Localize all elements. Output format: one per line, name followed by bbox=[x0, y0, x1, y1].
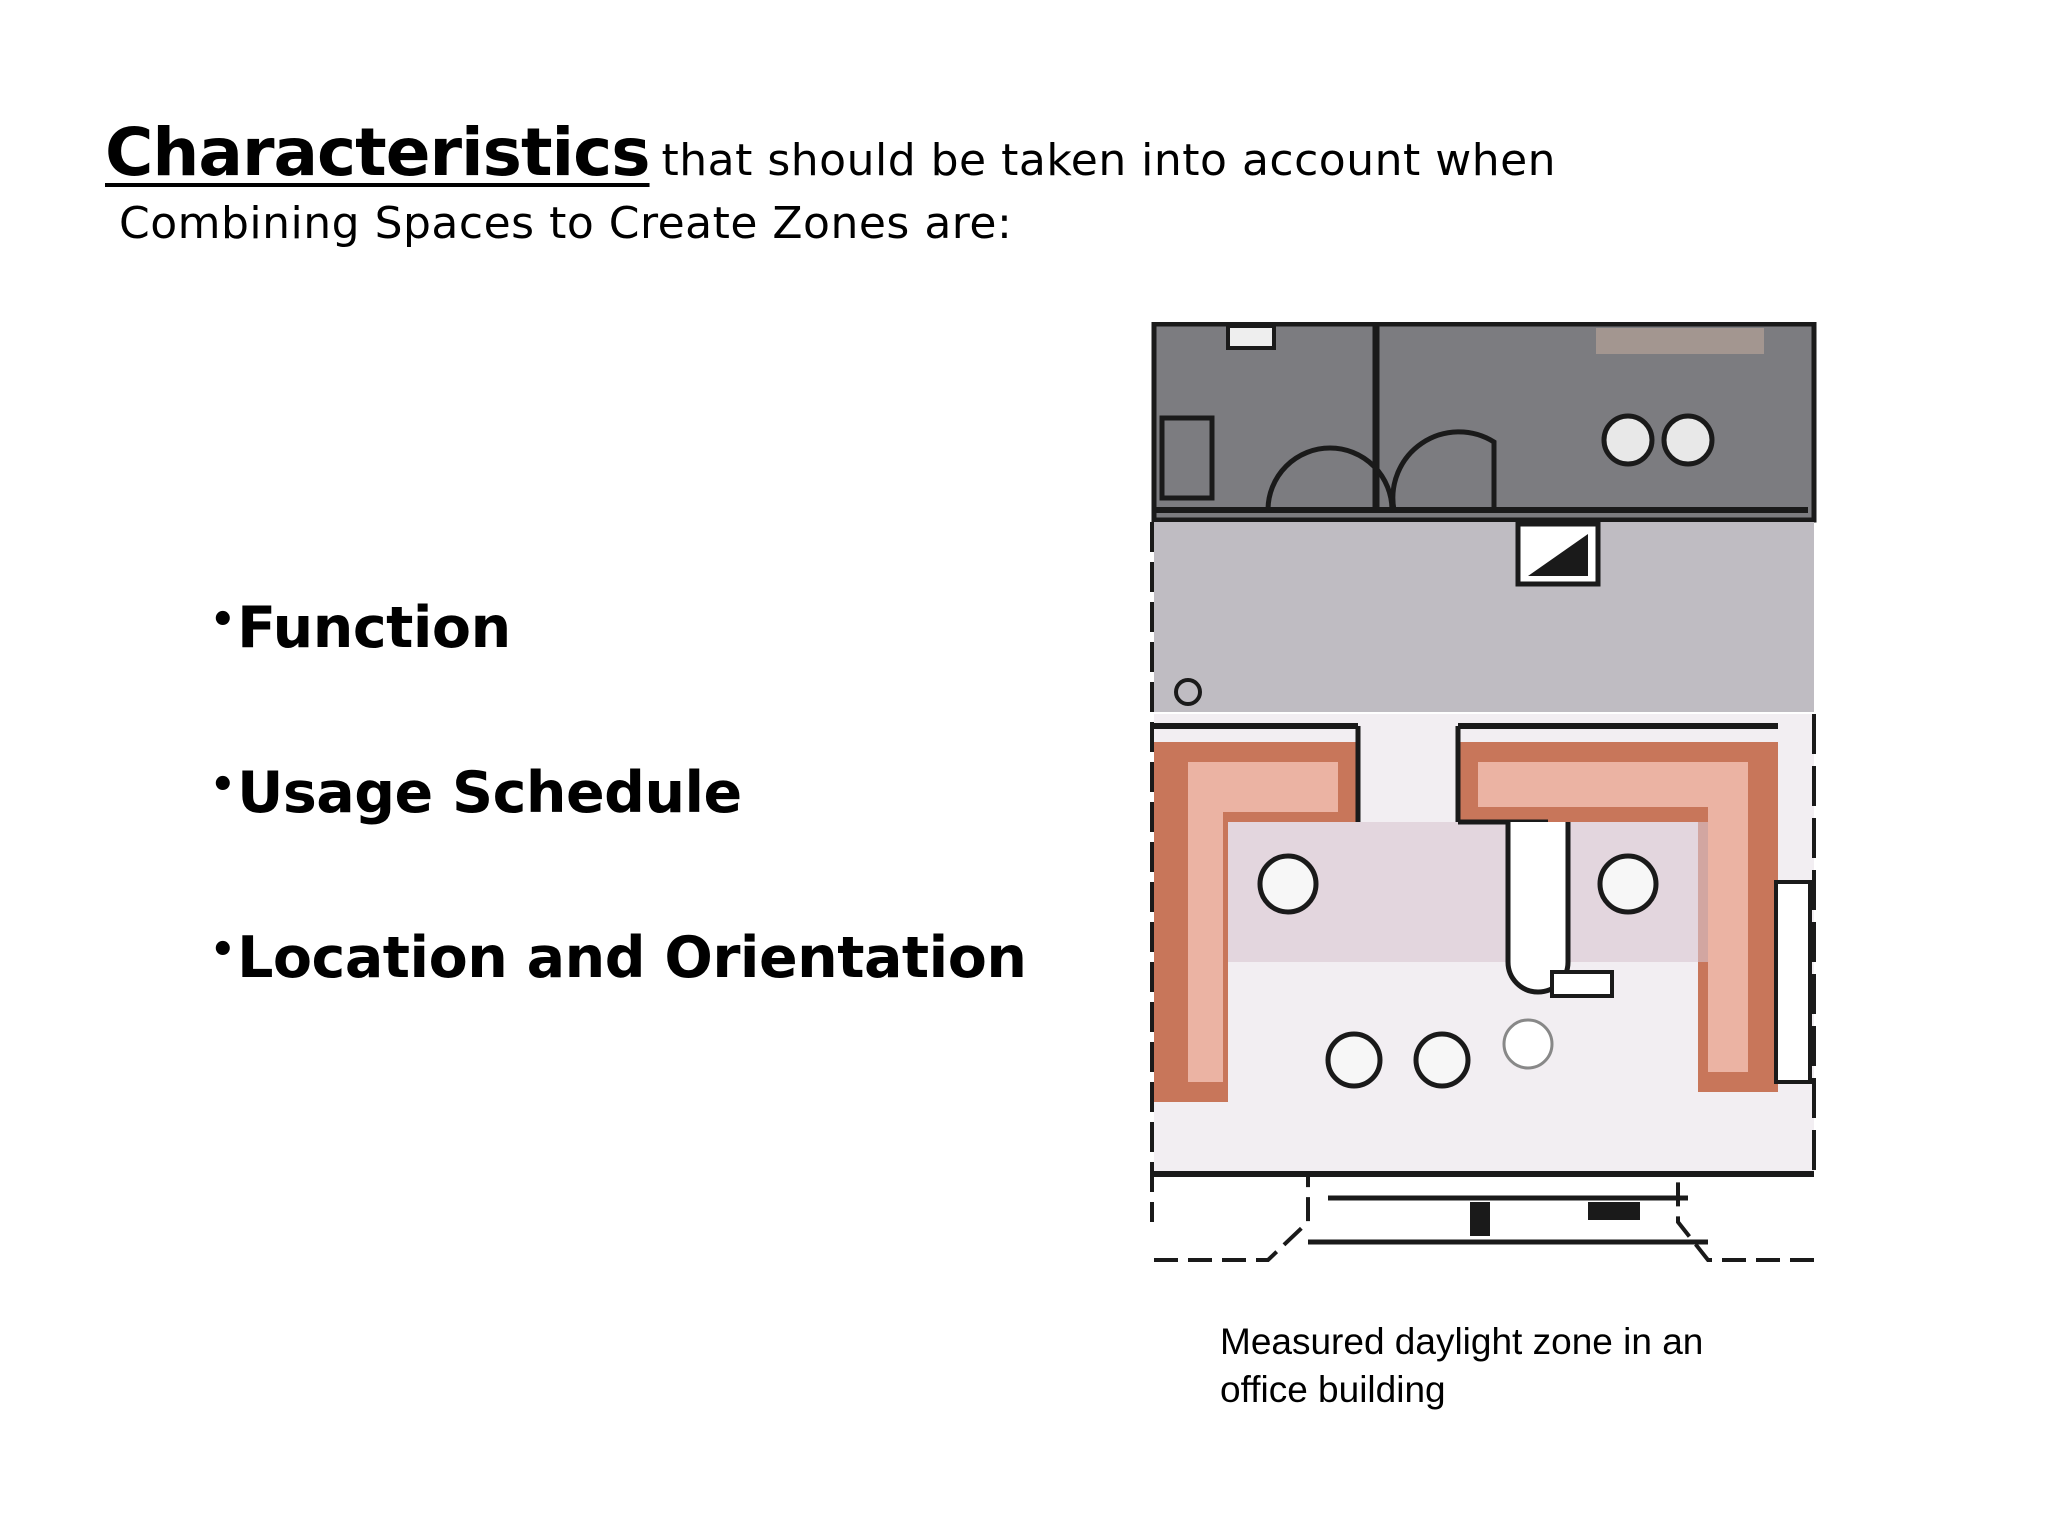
corridor-fill bbox=[1154, 522, 1814, 712]
bullet-item-location-orientation bbox=[210, 915, 1026, 1080]
bullet-label: Function bbox=[237, 595, 511, 661]
upper-rooms bbox=[1154, 324, 1814, 520]
chair-icon bbox=[1260, 856, 1316, 912]
daylight-zone bbox=[1154, 714, 1814, 1174]
heading-line-1 bbox=[105, 114, 1605, 191]
bullet-list bbox=[210, 585, 1026, 1080]
slide-heading bbox=[105, 114, 1605, 249]
bullet-marker: • bbox=[210, 927, 236, 973]
chair-icon bbox=[1328, 1034, 1380, 1086]
post-marker bbox=[1470, 1202, 1490, 1236]
heading-rest: that should be taken into account when bbox=[661, 135, 1557, 186]
bullet-item-usage-schedule bbox=[210, 750, 1026, 915]
plant-icon bbox=[1504, 1020, 1552, 1068]
daylight-zone-floor-plan bbox=[1148, 322, 1820, 1262]
desk-outline bbox=[1508, 822, 1568, 992]
bullet-label: Location and Orientation bbox=[237, 925, 1027, 991]
bullet-item-function bbox=[210, 585, 1026, 750]
room-tag bbox=[1552, 972, 1612, 996]
post-marker bbox=[1588, 1202, 1640, 1220]
figure-caption: Measured daylight zone in an office building bbox=[1220, 1321, 1704, 1410]
window-unit bbox=[1776, 882, 1810, 1082]
chair-icon bbox=[1604, 416, 1652, 464]
upper-room-strip bbox=[1596, 328, 1764, 354]
chair-icon bbox=[1664, 416, 1712, 464]
bullet-marker: • bbox=[210, 762, 236, 808]
chair-icon bbox=[1416, 1034, 1468, 1086]
room-tag bbox=[1228, 326, 1274, 348]
heading-emphasis: Characteristics bbox=[105, 114, 650, 191]
heading-line-2: Combining Spaces to Create Zones are: bbox=[119, 198, 1013, 249]
chair-icon bbox=[1600, 856, 1656, 912]
bullet-label: Usage Schedule bbox=[237, 760, 742, 826]
bullet-marker: • bbox=[210, 597, 236, 643]
